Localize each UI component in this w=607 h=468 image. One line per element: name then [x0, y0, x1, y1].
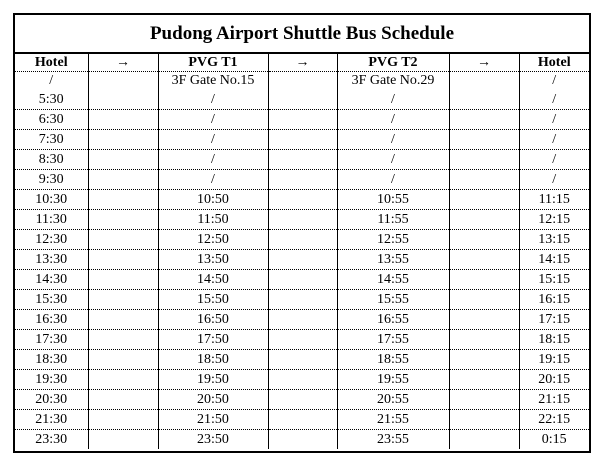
schedule-row: [15, 430, 589, 450]
spacer-cell: [268, 190, 337, 210]
return-hotel-cell: 13:15: [519, 230, 589, 250]
depart-hotel-cell: 18:30: [15, 350, 88, 370]
arrive-pvg-t1-cell: 17:50: [158, 330, 268, 350]
spacer-cell: [449, 170, 519, 190]
spacer-cell: [268, 150, 337, 170]
arrow-icon: →: [449, 54, 519, 72]
schedule-body: [15, 90, 589, 449]
header-hotel-end: Hotel: [519, 54, 589, 72]
return-hotel-cell: /: [519, 130, 589, 150]
arrive-pvg-t2-cell: 17:55: [337, 330, 449, 350]
arrive-pvg-t1-cell: 12:50: [158, 230, 268, 250]
return-hotel-cell: 14:15: [519, 250, 589, 270]
arrive-pvg-t2-cell: 11:55: [337, 210, 449, 230]
arrive-pvg-t2-cell: 23:55: [337, 430, 449, 450]
schedule-frame: [13, 13, 591, 453]
schedule-row: [15, 210, 589, 230]
arrive-pvg-t1-cell: 23:50: [158, 430, 268, 450]
schedule-row: [15, 150, 589, 170]
arrive-pvg-t2-cell: 14:55: [337, 270, 449, 290]
arrive-pvg-t2-cell: 20:55: [337, 390, 449, 410]
spacer-cell: [88, 230, 158, 250]
spacer-cell: [449, 370, 519, 390]
spacer-cell: [268, 390, 337, 410]
schedule-row: [15, 410, 589, 430]
schedule-row: [15, 110, 589, 130]
spacer-cell: [449, 430, 519, 450]
arrive-pvg-t1-cell: 10:50: [158, 190, 268, 210]
return-hotel-cell: /: [519, 170, 589, 190]
depart-hotel-cell: 14:30: [15, 270, 88, 290]
schedule-row: [15, 130, 589, 150]
arrive-pvg-t1-cell: 13:50: [158, 250, 268, 270]
spacer-cell: [268, 250, 337, 270]
spacer-cell: [449, 250, 519, 270]
spacer-cell: [88, 330, 158, 350]
spacer-cell: [449, 290, 519, 310]
schedule-row: [15, 350, 589, 370]
arrive-pvg-t2-cell: /: [337, 130, 449, 150]
depart-hotel-cell: 20:30: [15, 390, 88, 410]
spacer-cell: [88, 290, 158, 310]
spacer-cell: [88, 110, 158, 130]
depart-hotel-cell: 17:30: [15, 330, 88, 350]
spacer-cell: [88, 370, 158, 390]
spacer-cell: [88, 90, 158, 110]
depart-hotel-cell: 21:30: [15, 410, 88, 430]
schedule-title: Pudong Airport Shuttle Bus Schedule: [15, 15, 589, 54]
spacer-cell: [268, 110, 337, 130]
spacer-cell: [88, 190, 158, 210]
return-hotel-cell: 20:15: [519, 370, 589, 390]
spacer-cell: [449, 210, 519, 230]
arrive-pvg-t2-cell: 21:55: [337, 410, 449, 430]
schedule-row: [15, 90, 589, 110]
spacer-cell: [268, 430, 337, 450]
schedule-row: [15, 290, 589, 310]
arrive-pvg-t2-cell: 19:55: [337, 370, 449, 390]
arrive-pvg-t1-cell: 21:50: [158, 410, 268, 430]
spacer-cell: [88, 270, 158, 290]
spacer-cell: [449, 330, 519, 350]
arrive-pvg-t2-cell: 10:55: [337, 190, 449, 210]
schedule-row: [15, 390, 589, 410]
header-pvg-t2: PVG T2: [337, 54, 449, 72]
depart-hotel-cell: 13:30: [15, 250, 88, 270]
spacer-cell: [449, 230, 519, 250]
arrive-pvg-t2-cell: 15:55: [337, 290, 449, 310]
depart-hotel-cell: 7:30: [15, 130, 88, 150]
return-hotel-cell: 15:15: [519, 270, 589, 290]
spacer-cell: [449, 130, 519, 150]
spacer-cell: [88, 410, 158, 430]
header-hotel-start-gate: /: [15, 72, 88, 91]
header-blank: [268, 72, 337, 91]
depart-hotel-cell: 23:30: [15, 430, 88, 450]
spacer-cell: [268, 290, 337, 310]
spacer-cell: [268, 370, 337, 390]
arrow-icon: →: [88, 54, 158, 72]
spacer-cell: [88, 150, 158, 170]
schedule-row: [15, 170, 589, 190]
depart-hotel-cell: 19:30: [15, 370, 88, 390]
spacer-cell: [88, 210, 158, 230]
arrive-pvg-t1-cell: /: [158, 150, 268, 170]
header-pvg-t1: PVG T1: [158, 54, 268, 72]
return-hotel-cell: 22:15: [519, 410, 589, 430]
depart-hotel-cell: 16:30: [15, 310, 88, 330]
return-hotel-cell: /: [519, 110, 589, 130]
schedule-row: [15, 270, 589, 290]
schedule-table: [15, 54, 589, 449]
header-row-gates: [15, 72, 589, 91]
return-hotel-cell: /: [519, 90, 589, 110]
spacer-cell: [88, 310, 158, 330]
spacer-cell: [449, 390, 519, 410]
spacer-cell: [449, 190, 519, 210]
arrive-pvg-t2-cell: /: [337, 170, 449, 190]
arrive-pvg-t2-cell: 12:55: [337, 230, 449, 250]
spacer-cell: [88, 170, 158, 190]
spacer-cell: [449, 90, 519, 110]
depart-hotel-cell: 10:30: [15, 190, 88, 210]
return-hotel-cell: 21:15: [519, 390, 589, 410]
spacer-cell: [88, 130, 158, 150]
spacer-cell: [88, 430, 158, 450]
spacer-cell: [88, 350, 158, 370]
spacer-cell: [449, 410, 519, 430]
arrive-pvg-t2-cell: /: [337, 150, 449, 170]
schedule-row: [15, 250, 589, 270]
return-hotel-cell: 19:15: [519, 350, 589, 370]
spacer-cell: [268, 270, 337, 290]
arrive-pvg-t1-cell: 15:50: [158, 290, 268, 310]
depart-hotel-cell: 15:30: [15, 290, 88, 310]
spacer-cell: [268, 310, 337, 330]
schedule-row: [15, 310, 589, 330]
header-blank: [88, 72, 158, 91]
spacer-cell: [449, 110, 519, 130]
arrive-pvg-t1-cell: /: [158, 110, 268, 130]
header-pvg-t1-gate: 3F Gate No.15: [158, 72, 268, 91]
arrive-pvg-t2-cell: 13:55: [337, 250, 449, 270]
spacer-cell: [268, 210, 337, 230]
return-hotel-cell: 0:15: [541, 432, 567, 447]
depart-hotel-cell: 11:30: [15, 210, 88, 230]
return-hotel-cell: 17:15: [519, 310, 589, 330]
depart-hotel-cell: 5:30: [15, 90, 88, 110]
spacer-cell: [268, 90, 337, 110]
return-hotel-cell: /: [519, 150, 589, 170]
spacer-cell: [268, 330, 337, 350]
arrive-pvg-t1-cell: 16:50: [158, 310, 268, 330]
spacer-cell: [268, 230, 337, 250]
spacer-cell: [268, 410, 337, 430]
spacer-cell: [449, 310, 519, 330]
schedule-row: [15, 230, 589, 250]
arrive-pvg-t2-cell: /: [337, 110, 449, 130]
spacer-cell: [88, 390, 158, 410]
schedule-row: [15, 330, 589, 350]
arrive-pvg-t2-cell: 18:55: [337, 350, 449, 370]
arrive-pvg-t1-cell: 11:50: [158, 210, 268, 230]
header-row-stops: [15, 54, 589, 72]
spacer-cell: [449, 150, 519, 170]
depart-hotel-cell: 6:30: [15, 110, 88, 130]
schedule-row: [15, 190, 589, 210]
depart-hotel-cell: 8:30: [15, 150, 88, 170]
return-hotel-cell: 11:15: [519, 190, 589, 210]
arrive-pvg-t1-cell: 19:50: [158, 370, 268, 390]
arrive-pvg-t1-cell: /: [158, 170, 268, 190]
return-hotel-cell: 12:15: [519, 210, 589, 230]
spacer-cell: [88, 250, 158, 270]
schedule-row: [15, 370, 589, 390]
arrive-pvg-t1-cell: 18:50: [158, 350, 268, 370]
return-hotel-cell: 16:15: [519, 290, 589, 310]
depart-hotel-cell: 12:30: [15, 230, 88, 250]
arrive-pvg-t1-cell: 20:50: [158, 390, 268, 410]
arrive-pvg-t1-cell: 14:50: [158, 270, 268, 290]
arrive-pvg-t1-cell: /: [158, 130, 268, 150]
spacer-cell: [268, 170, 337, 190]
header-pvg-t2-gate: 3F Gate No.29: [337, 72, 449, 91]
header-hotel-end-gate: /: [552, 73, 557, 88]
spacer-cell: [268, 350, 337, 370]
spacer-cell: [268, 130, 337, 150]
header-hotel-start: Hotel: [15, 54, 88, 72]
header-blank: [449, 72, 519, 91]
arrow-icon: →: [268, 54, 337, 72]
arrive-pvg-t1-cell: /: [158, 90, 268, 110]
return-hotel-cell: 18:15: [519, 330, 589, 350]
arrive-pvg-t2-cell: 16:55: [337, 310, 449, 330]
depart-hotel-cell: 9:30: [15, 170, 88, 190]
spacer-cell: [449, 270, 519, 290]
arrive-pvg-t2-cell: /: [337, 90, 449, 110]
spacer-cell: [449, 350, 519, 370]
